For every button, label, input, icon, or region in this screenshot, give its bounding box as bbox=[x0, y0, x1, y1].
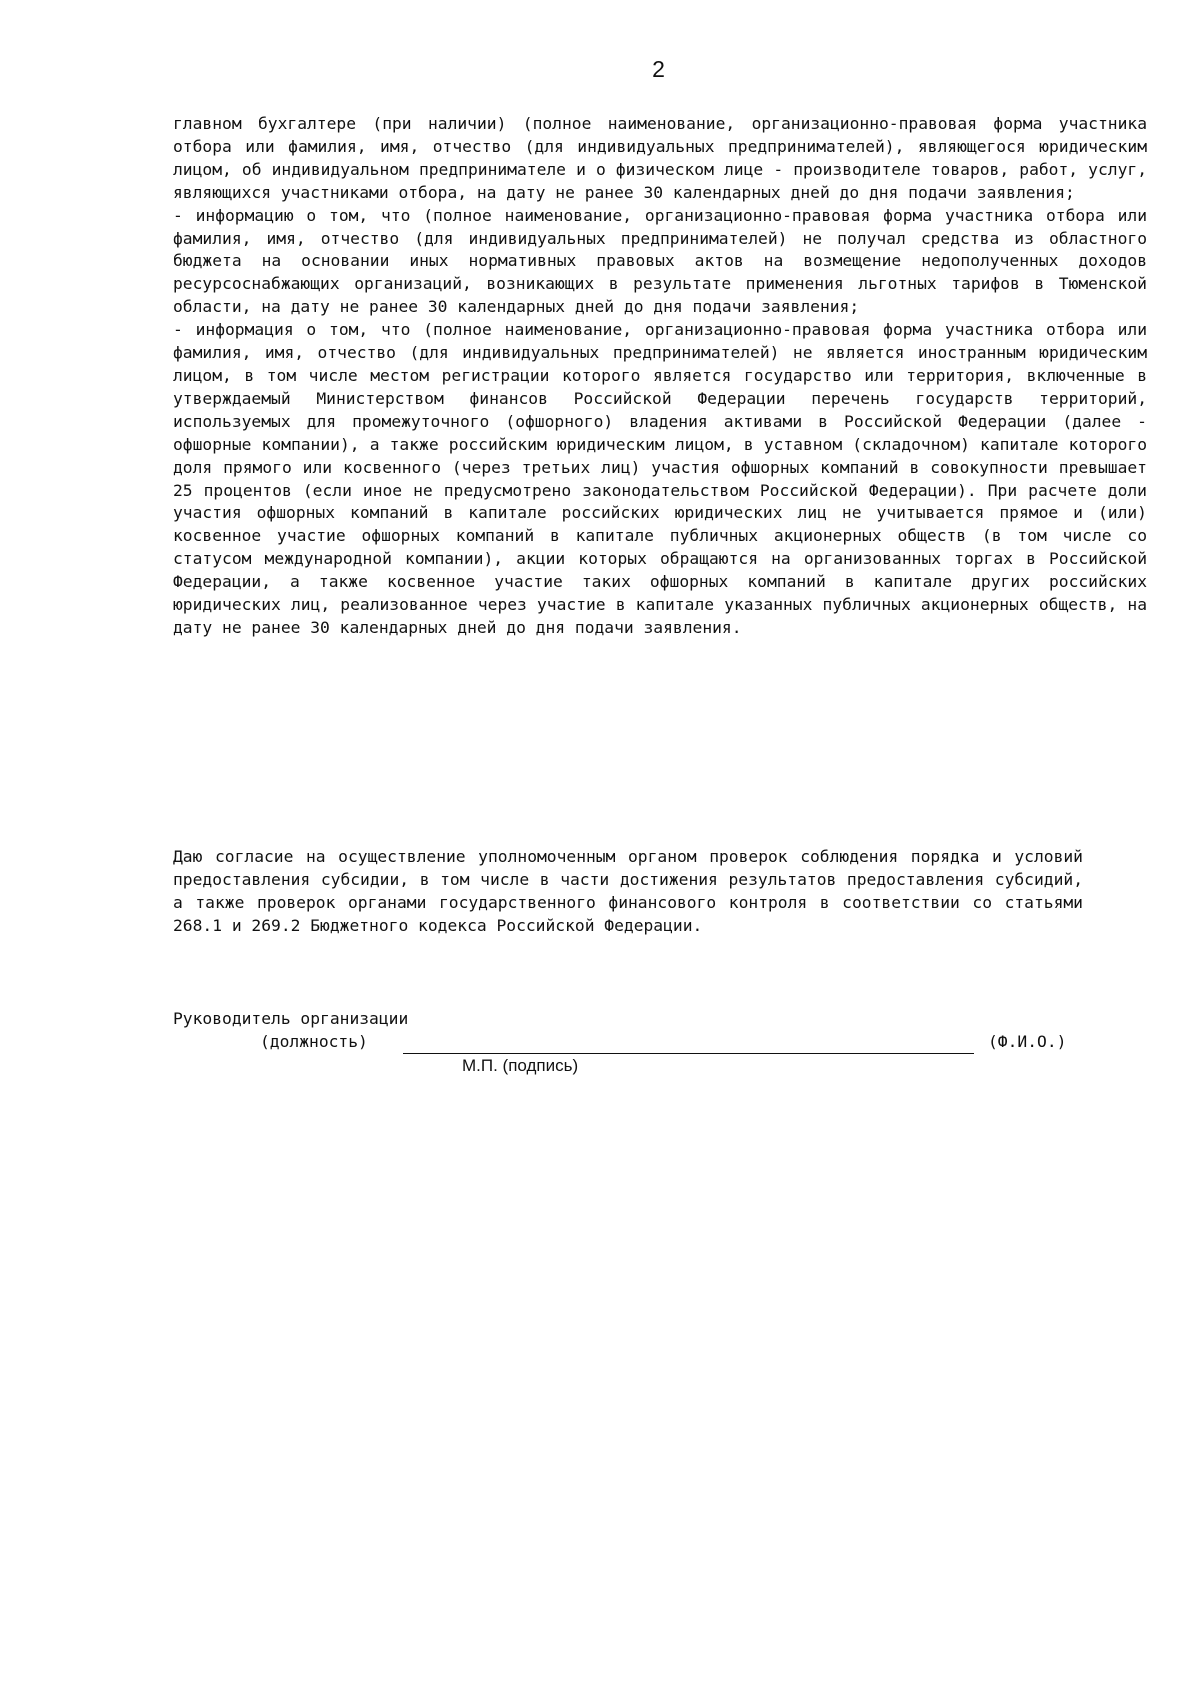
document-body bbox=[173, 113, 1147, 640]
signature-fio-label: (Ф.И.О.) bbox=[988, 1032, 1067, 1051]
signature-title: Руководитель организации bbox=[173, 1009, 409, 1028]
paragraph-no-regional-budget-funds: - информацию о том, что (полное наименование, организационно-правовая форма участника отбора или фамилия, имя, отчество (для индивидуальных предпринимателей) не получал средства из областного бюджета на основании иных нормативных правовых актов на возмещение недополученных доходов ресурсоснабжающих организаций, возникающих в результате применения льготных тарифов в Тюменской области, на дату не ранее 30 календарных дней до дня подачи заявления; bbox=[173, 205, 1147, 317]
page-number: 2 bbox=[652, 56, 665, 82]
signature-stamp-label: М.П. (подпись) bbox=[462, 1056, 579, 1075]
paragraph-chief-accountant-info: главном бухгалтере (при наличии) (полное наименование, организационно-правовая форма участника отбора или фамилия, имя, отчество (для индивидуальных предпринимателей), являющегося юридическим лицом, об индивидуальном предпринимателе и о физическом лице - производителе товаров, работ, услуг, являющихся участниками отбора, на дату не ранее 30 календарных дней до дня подачи заявления; bbox=[173, 114, 1147, 202]
consent-statement: Даю согласие на осуществление уполномоченным органом проверок соблюдения порядка и условий предоставления субсидии, в том числе в части достижения результатов предоставления субсидий, а также проверок органами государственного финансового контроля в соответствии со статьями 268.1 и 269.2 Бюджетного кодекса Российской Федерации. bbox=[173, 847, 1083, 935]
signature-line bbox=[403, 1053, 974, 1054]
paragraph-not-foreign-legal-entity: - информация о том, что (полное наименование, организационно-правовая форма участника отбора или фамилия, имя, отчество (для индивидуальных предпринимателей) не является иностранным юридическим лицом, в том числе местом регистрации которого является государство или территория, включенные в утверждаемый Министерством финансов Российской Федерации перечень государств территорий, используемых для промежуточного (офшорного) владения активами в Российской Федерации (далее - офшорные компании), а также российским юридическим лицом, в уставном (складочном) капитале которого доля прямого или косвенного (через третьих лиц) участия офшорных компаний в совокупности превышает 25 процентов (если иное не предусмотрено законодательством Российской Федерации). При расчете доли участия офшорных компаний в капитале российских юридических лиц не учитывается прямое и (или) косвенное участие офшорных компаний в капитале публичных акционерных обществ (в том числе со статусом международной компании), акции которых обращаются на организованных торгах в Российской Федерации, а также косвенное участие таких офшорных компаний в капитале других российских юридических лиц, реализованное через участие в капитале указанных публичных акционерных обществ, на дату не ранее 30 календарных дней до дня подачи заявления. bbox=[173, 320, 1147, 637]
signature-position-label: (должность) bbox=[260, 1032, 368, 1051]
